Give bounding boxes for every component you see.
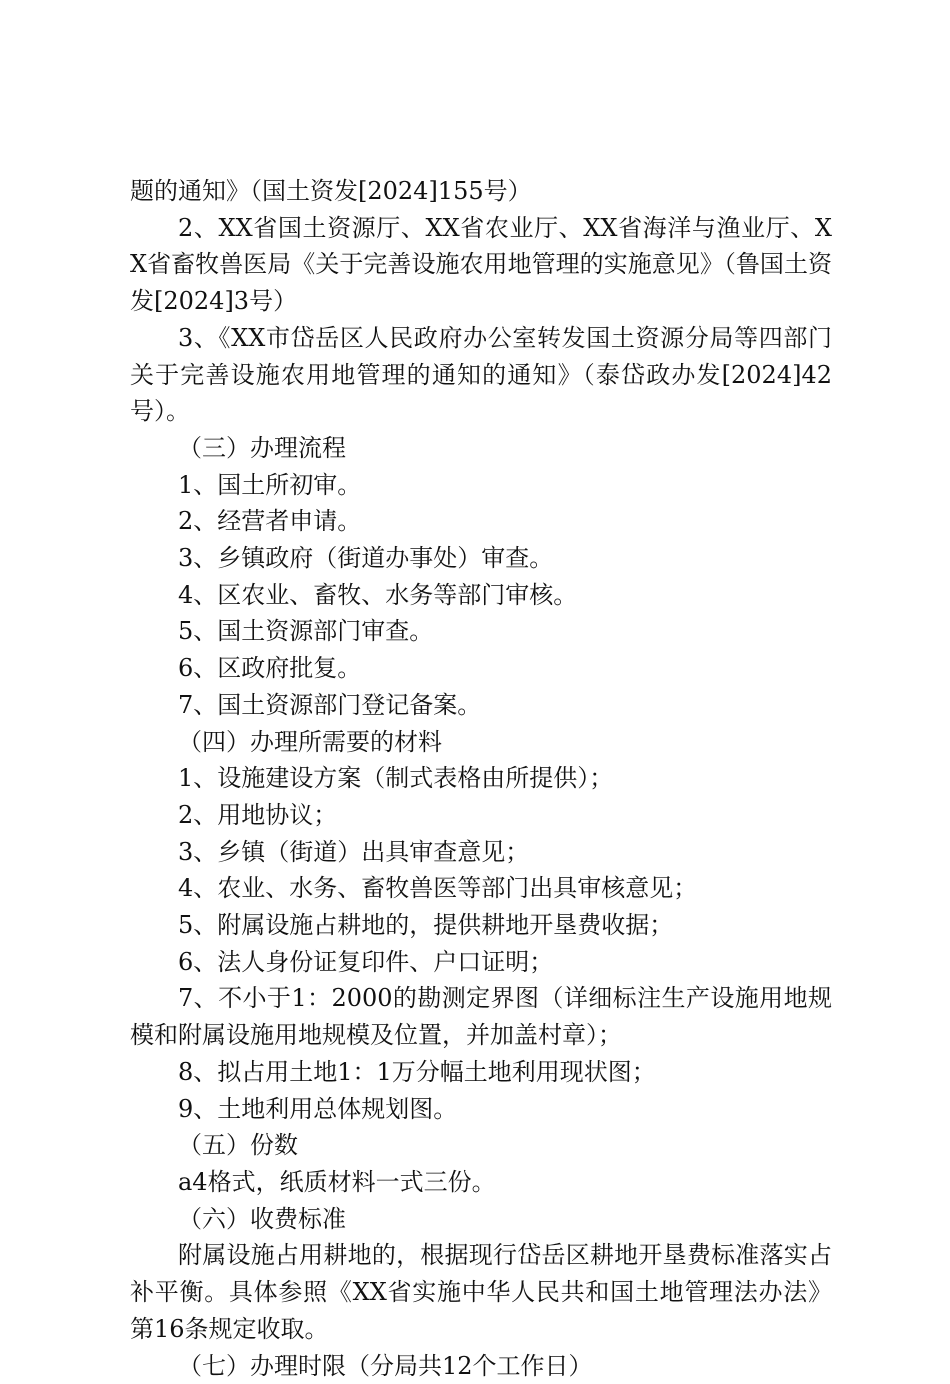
paragraph-continuation: 题的通知》（国土资发[2024]155号）: [130, 173, 832, 210]
list-item: 3、乡镇政府（街道办事处）审查。: [130, 540, 832, 577]
list-item: 2、经营者申请。: [130, 503, 832, 540]
list-item: 5、附属设施占耕地的，提供耕地开垦费收据；: [130, 907, 832, 944]
list-item: 5、国土资源部门审查。: [130, 613, 832, 650]
section-heading-process: （三）办理流程: [130, 430, 832, 467]
paragraph-reference-3: 3、《XX市岱岳区人民政府办公室转发国土资源分局等四部门关于完善设施农用地管理的通知的通知》（泰岱政办发[2024]42号）。: [130, 320, 832, 430]
list-item: 9、土地利用总体规划图。: [130, 1091, 832, 1128]
paragraph-reference-2: 2、XX省国土资源厅、XX省农业厅、XX省海洋与渔业厅、XX省畜牧兽医局《关于完善设施农用地管理的实施意见》（鲁国土资发[2024]3号）: [130, 210, 832, 320]
list-item: 6、区政府批复。: [130, 650, 832, 687]
list-item: 1、国土所初审。: [130, 467, 832, 504]
list-item: 6、法人身份证复印件、户口证明；: [130, 944, 832, 981]
section-heading-materials: （四）办理所需要的材料: [130, 724, 832, 761]
paragraph-copies: a4格式，纸质材料一式三份。: [130, 1164, 832, 1201]
section-heading-copies: （五）份数: [130, 1127, 832, 1164]
list-item: 8、拟占用土地1：1万分幅土地利用现状图；: [130, 1054, 832, 1091]
list-item: 1、设施建设方案（制式表格由所提供）；: [130, 760, 832, 797]
section-heading-time-limit: （七）办理时限（分局共12个工作日）: [130, 1348, 832, 1384]
list-item: 7、不小于1：2000的勘测定界图（详细标注生产设施用地规模和附属设施用地规模及位置，并加盖村章）；: [130, 980, 832, 1053]
list-item: 7、国土资源部门登记备案。: [130, 687, 832, 724]
section-heading-fees: （六）收费标准: [130, 1201, 832, 1238]
list-item: 3、乡镇（街道）出具审查意见；: [130, 834, 832, 871]
paragraph-fees: 附属设施占用耕地的，根据现行岱岳区耕地开垦费标准落实占补平衡。具体参照《XX省实施中华人民共和国土地管理法办法》第16条规定收取。: [130, 1237, 832, 1347]
list-item: 2、用地协议；: [130, 797, 832, 834]
list-item: 4、区农业、畜牧、水务等部门审核。: [130, 577, 832, 614]
list-item: 4、农业、水务、畜牧兽医等部门出具审核意见；: [130, 870, 832, 907]
document-body: [130, 173, 832, 1384]
